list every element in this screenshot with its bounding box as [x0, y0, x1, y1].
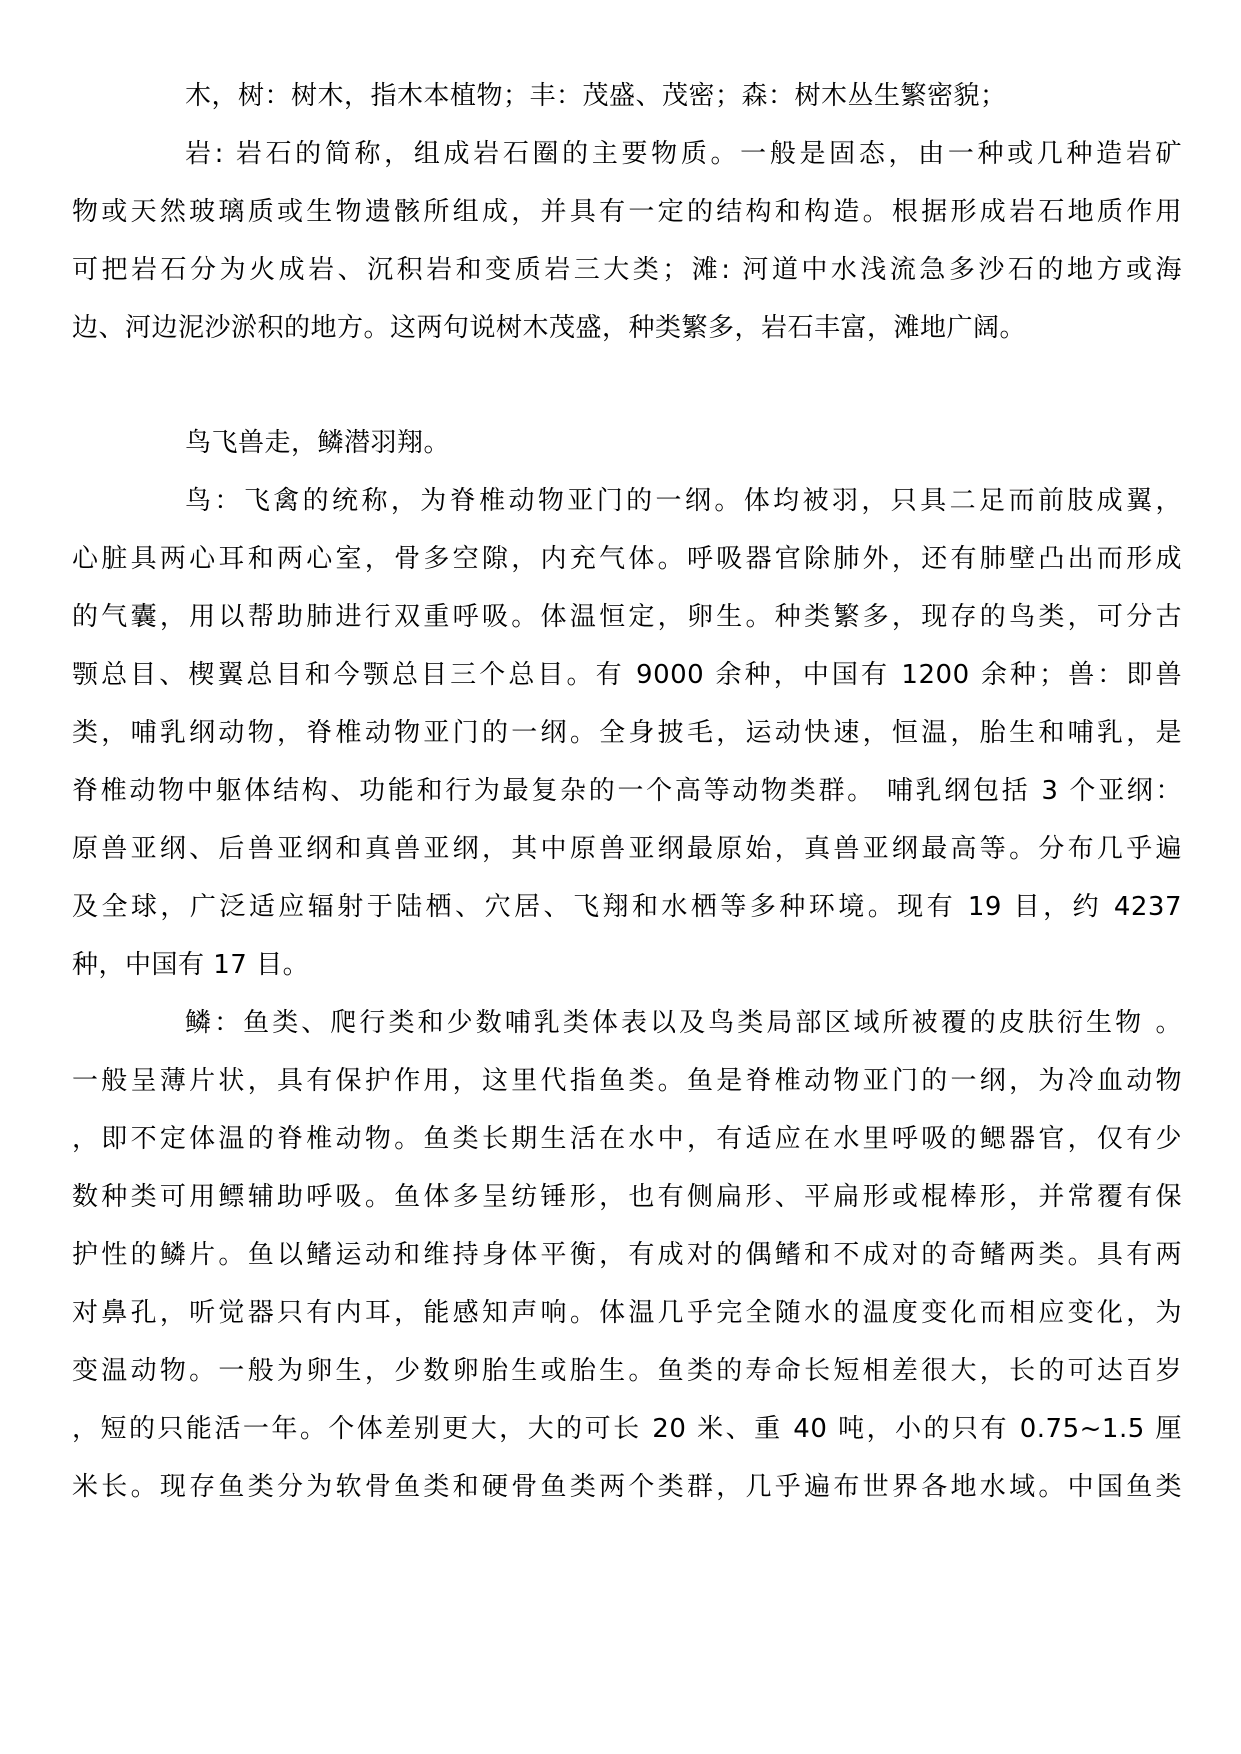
text-line: 一般呈薄片状，具有保护作用，这里代指鱼类。鱼是脊椎动物亚门的一纲，为冷血动物 [72, 1066, 1182, 1096]
text-line: 护性的鳞片。鱼以鳍运动和维持身体平衡，有成对的偶鳍和不成对的奇鳍两类。具有两 [72, 1240, 1182, 1270]
text-line: 木，树：树木，指木本植物；丰：茂盛、茂密；森：树木丛生繁密貌； [185, 81, 1007, 111]
text-line: 及全球，广泛适应辐射于陆栖、穴居、飞翔和水栖等多种环境。现有 19 目，约 4237 [72, 892, 1183, 922]
text-line: 数种类可用鳔辅助呼吸。鱼体多呈纺锤形，也有侧扁形、平扁形或棍棒形，并常覆有保 [72, 1182, 1182, 1212]
text-line: 米长。现存鱼类分为软骨鱼类和硬骨鱼类两个类群，几乎遍布世界各地水域。中国鱼类 [72, 1472, 1182, 1502]
text-line: 颚总目、楔翼总目和今颚总目三个总目。有 9000 余种，中国有 1200 余种；兽：即兽 [72, 660, 1182, 690]
text-line: 物或天然玻璃质或生物遗骸所组成，并具有一定的结构和构造。根据形成岩石地质作用 [72, 197, 1182, 227]
section-heading: 鸟飞兽走，鳞潜羽翔。 [185, 428, 451, 458]
text-line: 类，哺乳纲动物，脊椎动物亚门的一纲。全身披毛，运动快速，恒温，胎生和哺乳，是 [72, 718, 1182, 748]
text-line: 脊椎动物中躯体结构、功能和行为最复杂的一个高等动物类群。 哺乳纲包括 3 个亚纲： [72, 776, 1182, 806]
text-line: 对鼻孔，听觉器只有内耳，能感知声响。体温几乎完全随水的温度变化而相应变化，为 [72, 1298, 1182, 1328]
text-line: 心脏具两心耳和两心室，骨多空隙，内充气体。呼吸器官除肺外，还有肺壁凸出而形成 [72, 544, 1182, 574]
text-line: 可把岩石分为火成岩、沉积岩和变质岩三大类；滩: 河道中水浅流急多沙石的地方或海 [72, 255, 1182, 285]
text-line: ，即不定体温的脊椎动物。鱼类长期生活在水中，有适应在水里呼吸的鳃器官，仅有少 [72, 1124, 1182, 1154]
text-line: ，短的只能活一年。个体差别更大，大的可长 20 米、重 40 吨，小的只有 0.75~1.5 厘 [72, 1414, 1182, 1444]
text-line: 变温动物。一般为卵生，少数卵胎生或胎生。鱼类的寿命长短相差很大，长的可达百岁 [72, 1356, 1182, 1386]
text-line: 的气囊，用以帮助肺进行双重呼吸。体温恒定，卵生。种类繁多，现存的鸟类，可分古 [72, 602, 1182, 632]
text-line: 原兽亚纲、后兽亚纲和真兽亚纲，其中原兽亚纲最原始，真兽亚纲最高等。分布几乎遍 [72, 834, 1182, 864]
text-line: 种，中国有 17 目。 [72, 950, 310, 980]
text-line: 边、河边泥沙淤积的地方。这两句说树木茂盛，种类繁多，岩石丰富，滩地广阔。 [72, 313, 1027, 343]
text-line: 鸟：飞禽的统称，为脊椎动物亚门的一纲。体均被羽，只具二足而前肢成翼， [185, 486, 1182, 516]
text-line: 鳞：鱼类、爬行类和少数哺乳类体表以及鸟类局部区域所被覆的皮肤衍生物 。 [185, 1008, 1182, 1038]
text-line: 岩: 岩石的简称，组成岩石圈的主要物质。一般是固态，由一种或几种造岩矿 [185, 139, 1182, 169]
